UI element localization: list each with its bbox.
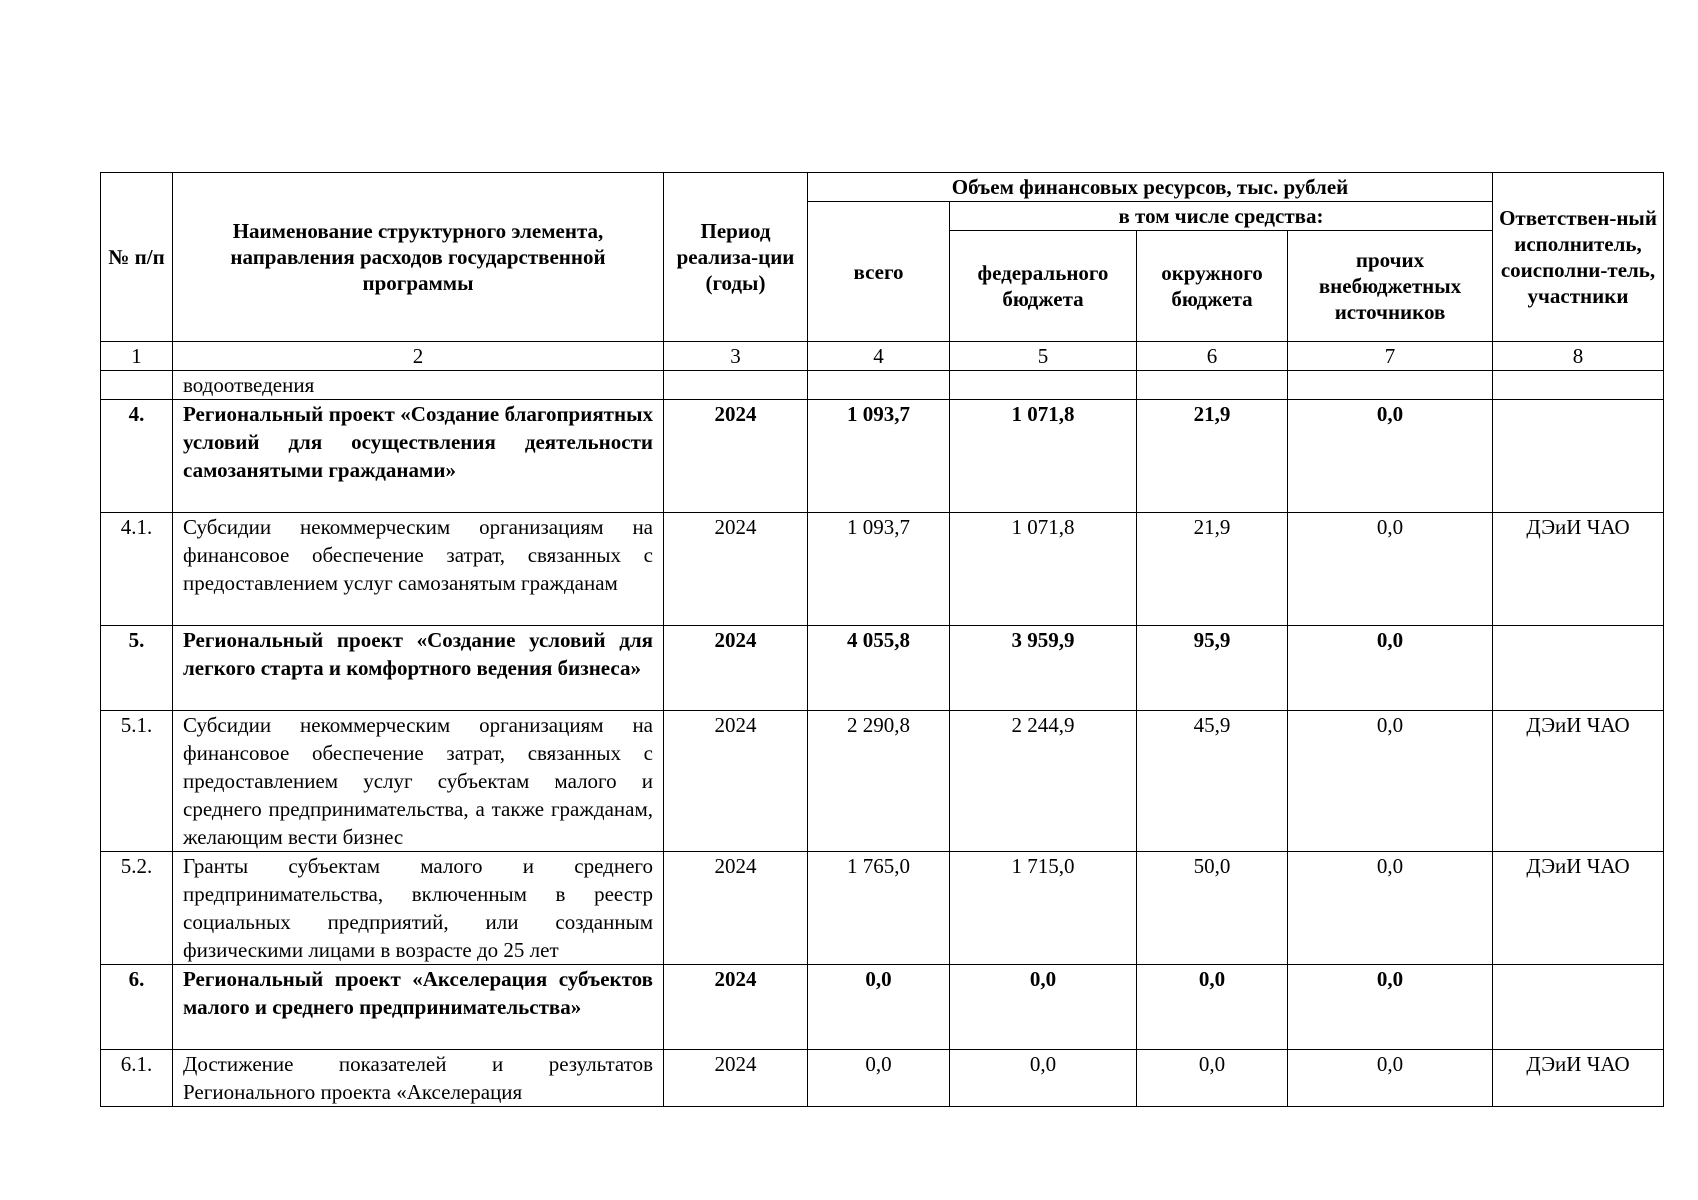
row-total: 0,0: [808, 965, 950, 1050]
row-other: 0,0: [1288, 626, 1493, 711]
row-federal: 2 244,9: [950, 711, 1137, 852]
table-row: [101, 626, 1664, 711]
row-total: [808, 371, 950, 400]
row-responsible: [1493, 371, 1664, 400]
table-row: [101, 371, 1664, 400]
row-other: 0,0: [1288, 965, 1493, 1050]
column-number: 3: [664, 342, 808, 371]
row-other: 0,0: [1288, 513, 1493, 626]
table-row: [101, 852, 1664, 965]
row-federal: 0,0: [950, 1050, 1137, 1107]
row-federal: 1 715,0: [950, 852, 1137, 965]
row-other: 0,0: [1288, 1050, 1493, 1107]
row-federal: 1 071,8: [950, 400, 1137, 513]
header-including: в том числе средства:: [950, 202, 1493, 231]
row-federal: 1 071,8: [950, 513, 1137, 626]
column-number: 1: [101, 342, 173, 371]
header-federal: федерального бюджета: [950, 231, 1137, 342]
row-other: 0,0: [1288, 852, 1493, 965]
table-row: [101, 965, 1664, 1050]
column-number: 5: [950, 342, 1137, 371]
header-period: Период реализа-ции (годы): [664, 173, 808, 342]
row-responsible: [1493, 400, 1664, 513]
row-period: 2024: [664, 852, 808, 965]
table-row: [101, 711, 1664, 852]
row-district: 95,9: [1137, 626, 1288, 711]
header-district: окружного бюджета: [1137, 231, 1288, 342]
row-responsible: ДЭиИ ЧАО: [1493, 1050, 1664, 1107]
row-period: 2024: [664, 626, 808, 711]
row-district: [1137, 371, 1288, 400]
row-federal: 3 959,9: [950, 626, 1137, 711]
row-total: 1 093,7: [808, 400, 950, 513]
table-header: [101, 173, 1664, 342]
row-name: Региональный проект «Акселерация субъектов малого и среднего предпринимательства»: [173, 965, 664, 1050]
row-period: 2024: [664, 711, 808, 852]
row-name: Субсидии некоммерческим организациям на финансовое обеспечение затрат, связанных с предоставлением услуг самозанятым гражданам: [173, 513, 664, 626]
header-total: всего: [808, 202, 950, 342]
row-period: 2024: [664, 400, 808, 513]
row-district: 50,0: [1137, 852, 1288, 965]
row-number: 6.: [101, 965, 173, 1050]
row-responsible: ДЭиИ ЧАО: [1493, 852, 1664, 965]
header-responsible: Ответствен-ный исполнитель, соисполни-тель, участники: [1493, 173, 1664, 342]
header-name: Наименование структурного элемента, направления расходов государственной программы: [173, 173, 664, 342]
row-number: 6.1.: [101, 1050, 173, 1107]
row-period: 2024: [664, 965, 808, 1050]
row-number: 4.: [101, 400, 173, 513]
row-name: водоотведения: [173, 371, 664, 400]
row-responsible: ДЭиИ ЧАО: [1493, 711, 1664, 852]
table-body: [101, 342, 1664, 1107]
row-period: 2024: [664, 513, 808, 626]
financial-resources-table: [100, 172, 1664, 1107]
row-other: [1288, 371, 1493, 400]
row-district: 21,9: [1137, 400, 1288, 513]
row-federal: 0,0: [950, 965, 1137, 1050]
row-name: Достижение показателей и результатов Регионального проекта «Акселерация: [173, 1050, 664, 1107]
column-number-row: [101, 342, 1664, 371]
column-number: 7: [1288, 342, 1493, 371]
row-name: Субсидии некоммерческим организациям на финансовое обеспечение затрат, связанных с предоставлением услуг субъектам малого и среднего предпринимательства, а также гражданам, желающим вести бизнес: [173, 711, 664, 852]
row-name: Региональный проект «Создание благоприятных условий для осуществления деятельности самозанятыми гражданами»: [173, 400, 664, 513]
row-district: 0,0: [1137, 965, 1288, 1050]
column-number: 6: [1137, 342, 1288, 371]
table-row: [101, 1050, 1664, 1107]
row-responsible: [1493, 626, 1664, 711]
row-number: 5.2.: [101, 852, 173, 965]
row-district: 0,0: [1137, 1050, 1288, 1107]
row-number: [101, 371, 173, 400]
column-number: 2: [173, 342, 664, 371]
row-total: 0,0: [808, 1050, 950, 1107]
row-district: 45,9: [1137, 711, 1288, 852]
row-other: 0,0: [1288, 400, 1493, 513]
row-name: Региональный проект «Создание условий для легкого старта и комфортного ведения бизнеса»: [173, 626, 664, 711]
row-number: 5.: [101, 626, 173, 711]
row-district: 21,9: [1137, 513, 1288, 626]
row-number: 5.1.: [101, 711, 173, 852]
row-period: [664, 371, 808, 400]
header-volume: Объем финансовых ресурсов, тыс. рублей: [808, 173, 1493, 202]
row-total: 4 055,8: [808, 626, 950, 711]
header-other: прочих внебюджетных источников: [1288, 231, 1493, 342]
row-period: 2024: [664, 1050, 808, 1107]
row-total: 2 290,8: [808, 711, 950, 852]
row-responsible: ДЭиИ ЧАО: [1493, 513, 1664, 626]
table-row: [101, 513, 1664, 626]
row-total: 1 093,7: [808, 513, 950, 626]
row-responsible: [1493, 965, 1664, 1050]
row-number: 4.1.: [101, 513, 173, 626]
row-other: 0,0: [1288, 711, 1493, 852]
column-number: 8: [1493, 342, 1664, 371]
header-number: № п/п: [101, 173, 173, 342]
row-federal: [950, 371, 1137, 400]
row-total: 1 765,0: [808, 852, 950, 965]
table-row: [101, 400, 1664, 513]
column-number: 4: [808, 342, 950, 371]
row-name: Гранты субъектам малого и среднего предпринимательства, включенным в реестр социальных предприятий, или созданным физическими лицами в возрасте до 25 лет: [173, 852, 664, 965]
